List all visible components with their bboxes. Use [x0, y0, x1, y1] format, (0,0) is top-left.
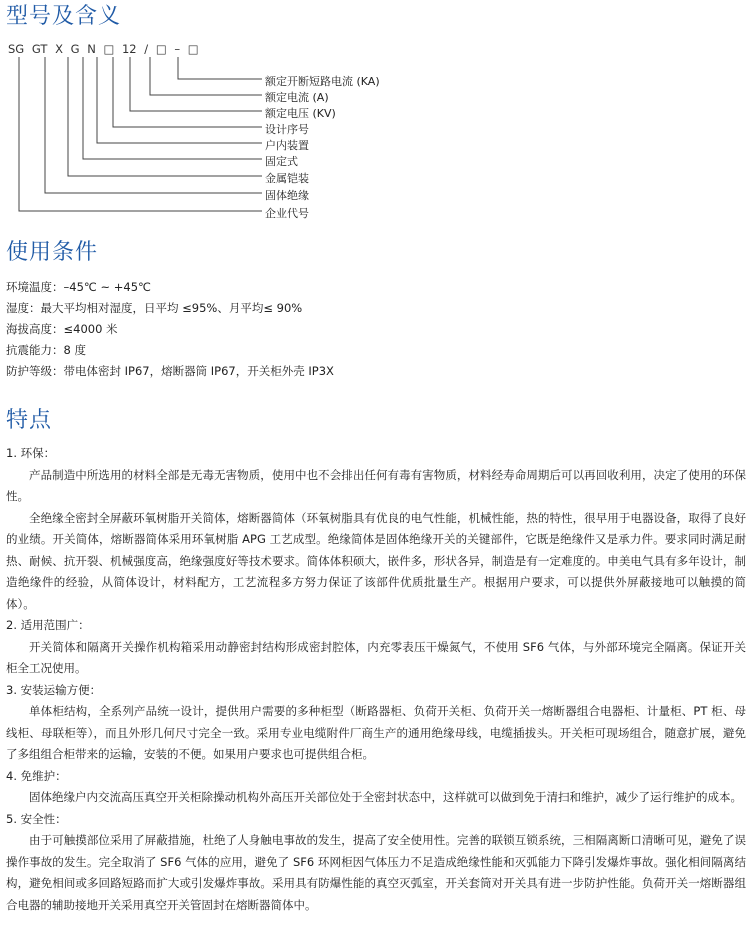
code-part: N: [87, 42, 96, 56]
code-label: 额定开断短路电流 (KA): [265, 75, 380, 88]
code-label: 固体绝缘: [265, 189, 309, 202]
code-part: X: [55, 42, 63, 56]
feature-heading: 1. 环保：: [6, 446, 56, 460]
section-title-model: 型号及含义: [6, 4, 122, 29]
leader-line: [150, 57, 262, 95]
code-part: 12: [121, 42, 137, 56]
feature-heading: 3. 安装运输方便：: [6, 682, 102, 697]
feature-paragraph: 单体柜结构，全系列产品统一设计，提供用户需要的多种柜型（断路器柜、负荷开关柜、负荷开关一熔断器组合电器柜、计量柜、PT 柜、母线柜、母联柜等），而且外形几何尺寸完全一致。采用专业电缆附件厂商生产的通用绝缘母线，电缆插拔头。开关柜可现场组合，随意扩展，避免了多组组合柜带来的运输，安装的不便。如果用户要求也可提供组合柜。: [6, 704, 746, 761]
code-label: 户内装置: [265, 139, 309, 152]
code-label: 设计序号: [265, 123, 309, 136]
feature-heading: 2. 适用范围广：: [6, 618, 90, 632]
code-part: SG: [8, 42, 25, 56]
code-part: G: [70, 42, 80, 56]
feature-heading: 5. 安全性：: [6, 811, 67, 826]
feature-heading: 4. 免维护：: [6, 768, 67, 783]
leader-line: [45, 57, 262, 193]
code-part: □: [187, 42, 199, 56]
code-label: 额定电压 (KV): [265, 107, 336, 120]
condition-item: 海拔高度：≤4000 米: [6, 322, 118, 336]
section-title-features: 特点: [6, 408, 53, 433]
code-part: GT: [31, 42, 48, 56]
condition-item: 抗震能力：8 度: [6, 343, 86, 357]
condition-item: 环境温度：–45℃ ~ +45℃: [6, 280, 151, 294]
code-part: –: [174, 42, 181, 56]
code-part: □: [155, 42, 167, 56]
code-label: 企业代号: [265, 207, 309, 220]
leader-line: [97, 57, 262, 143]
code-label: 金属铠装: [265, 172, 309, 185]
code-label: 固定式: [265, 155, 298, 168]
feature-paragraph: 开关简体和隔离开关操作机构箱采用动静密封结构形成密封腔体，内充零表压干燥氮气，不使用 SF6 气体，与外部环境完全隔离。保证开关柜全工况使用。: [6, 639, 746, 675]
leader-line: [113, 57, 262, 127]
condition-item: 防护等级：带电体密封 IP67，熔断器筒 IP67，开关柜外壳 IP3X: [6, 364, 334, 378]
section-title-conditions: 使用条件: [6, 240, 99, 265]
leader-line: [83, 57, 262, 159]
leader-line: [178, 57, 262, 79]
code-label: 额定电流 (A): [265, 91, 329, 104]
model-code-diagram: [0, 0, 750, 230]
feature-paragraph: 固体绝缘户内交流高压真空开关柜除操动机构外高压开关部位处于全密封状态中，这样就可以做到免于清扫和维护，减少了运行维护的成本。: [29, 790, 742, 804]
code-part: □: [103, 42, 115, 56]
code-part: /: [144, 42, 149, 56]
leader-line: [19, 57, 262, 211]
condition-item: 湿度：最大平均相对湿度，日平均 ≤95%、月平均≤ 90%: [6, 301, 303, 315]
features-body: [6, 443, 746, 916]
feature-paragraph: 全绝缘全密封全屏蔽环氧树脂开关简体，熔断器简体（环氧树脂具有优良的电气性能，机械性能，热的特性，很早用于电器设备，取得了良好的业绩。开关简体，熔断器简体采用环氧树脂 APG 工艺成型。绝缘简体是固体绝缘开关的关键部件，它既是绝缘件又是承力件。要求同时满足耐热、耐候、抗开裂、机械强度高，绝缘强度好等技术要求。简体体积硕大，嵌件多，形状各异，制造是有一定难度的。申美电气具有多年设计，制造绝缘件的经验，从简体设计，材料配方，工艺流程多方努力保证了该部件优质批量生产。根据用户要求，可以提供外屏蔽接地可以触摸的简体）。: [6, 510, 746, 611]
feature-paragraph: 由于可触摸部位采用了屏蔽措施，杜绝了人身触电事故的发生，提高了安全使用性。完善的联锁互锁系统，三相隔离断口清晰可见，避免了误操作事故的发生。完全取消了 SF6 气体的应用，避免了 SF6 环网柜因气体压力不足造成绝缘性能和灭弧能力下降引发爆炸事故。强化相间隔离结构，避免相间或多回路短路而扩大或引发爆炸事故。采用具有防爆性能的真空灭弧室，开关套筒对开关具有进一步防护性能。负荷开关一熔断器组合电器的辅助接地开关采用真空开关管固封在熔断器简体中。: [6, 833, 746, 912]
feature-paragraph: 产品制造中所选用的材料全部是无毒无害物质，使用中也不会排出任何有毒有害物质，材料经寿命周期后可以再回收利用，决定了使用的环保性。: [6, 467, 746, 503]
